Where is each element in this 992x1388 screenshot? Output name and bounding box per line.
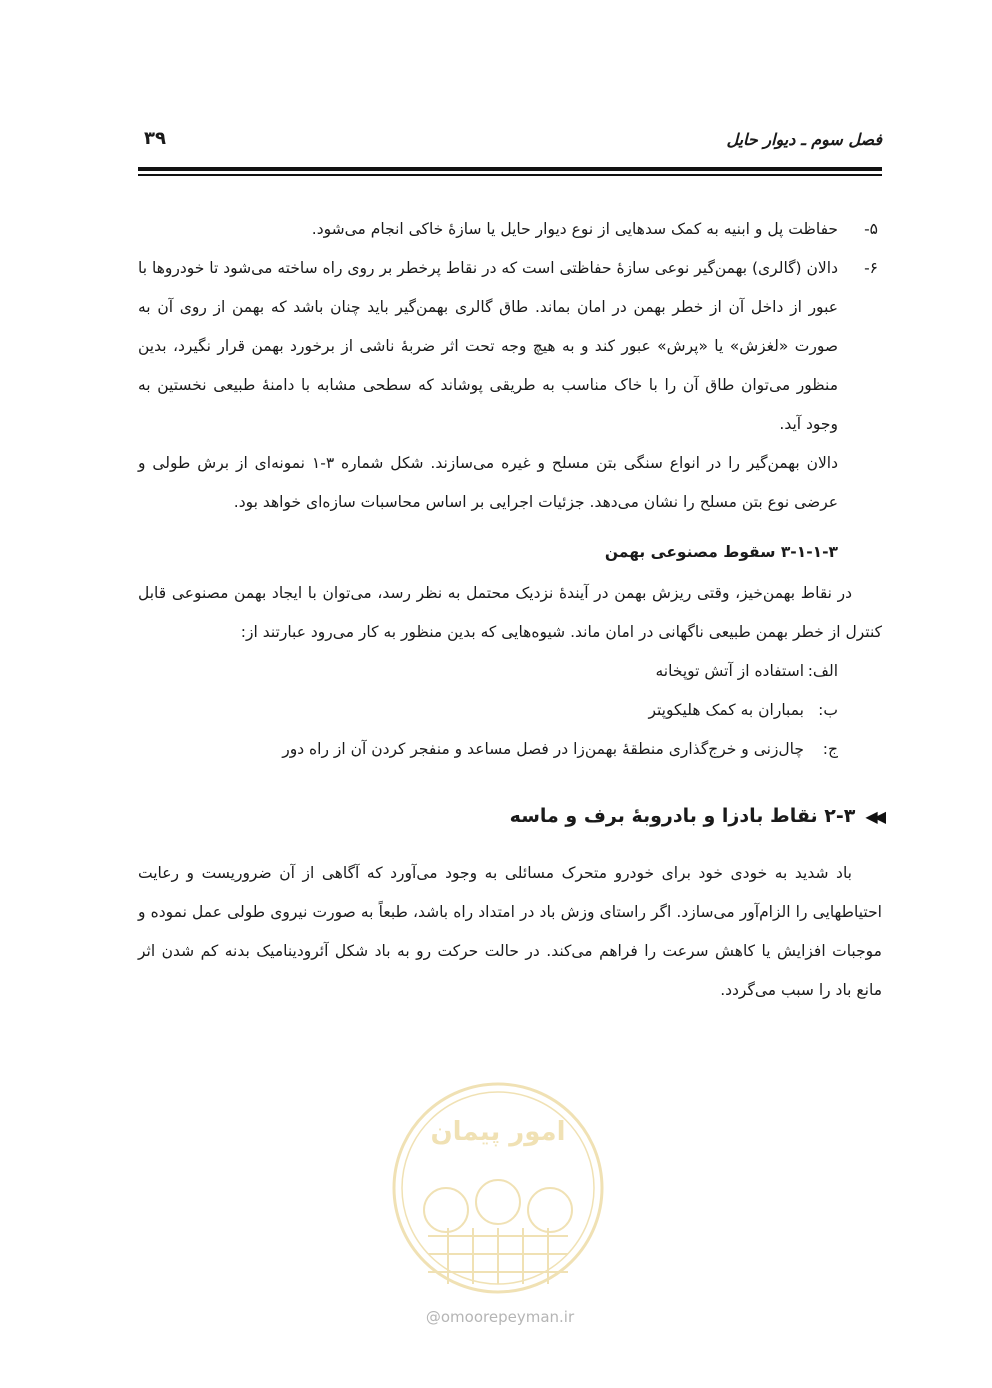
gallery-paragraph: دالان بهمن‌گیر را در انواع سنگی بتن مسلح و غیره می‌سازند. شکل شماره ۳-۱ نمونه‌ای از برش طولی و عرضی نوع بتن مسلح را نشان می‌دهد. جزئیات اجرایی بر اساس محاسبات سازه‌ای خواهد بود. xyxy=(138,454,838,511)
subsection-paragraph: در نقاط بهمن‌خیز، وقتی ریزش بهمن در آیندهٔ نزدیک محتمل به نظر رسد، می‌توان با ایجاد بهمن مصنوعی قابل کنترل از خطر بهمن طبیعی ناگهانی در امان ماند. شیوه‌هایی که بدین منظور به کار می‌رود عبارتند از: xyxy=(138,584,882,641)
list-item xyxy=(138,210,882,249)
watermark-url-text: omoorepeyman.ir xyxy=(440,1308,575,1326)
header-rule-thick xyxy=(138,167,882,171)
method-label: الف: xyxy=(807,662,838,680)
page-body xyxy=(138,210,882,1010)
list-item xyxy=(138,249,882,444)
watermark-url xyxy=(390,1308,610,1326)
section-heading-text: ۲-۳ نقاط بادزا و بادروبهٔ برف و ماسه xyxy=(509,805,856,827)
method-item xyxy=(138,691,838,730)
method-text: بمباران به کمک هلیکوپتر xyxy=(648,701,804,719)
header-rule-thin xyxy=(138,174,882,176)
protection-methods-list xyxy=(138,210,882,444)
list-item-number: ۶- xyxy=(864,259,878,277)
double-arrow-icon: ◀◀ xyxy=(865,807,882,826)
page-header xyxy=(138,126,882,156)
at-icon: @ xyxy=(425,1308,441,1326)
list-item-text: حفاظت پل و ابنیه به کمک سدهایی از نوع دیوار حایل یا سازهٔ خاکی انجام می‌شود. xyxy=(311,220,838,238)
watermark-logo-text: امور پیمان xyxy=(430,1117,566,1147)
list-item-text: دالان (گالری) بهمن‌گیر نوعی سازهٔ حفاظتی است که در نقاط پرخطر بر روی راه ساخته می‌شود تا خودروها با عبور از داخل آن از خطر بهمن در امان بماند. طاق گالری بهمن‌گیر باید چنان باشد که بهمن از روی آن به صورت «لغزش» یا «پرش» عبور کند و به هیچ وجه تحت اثر ضربهٔ ناشی از برخورد بهمن قرار نگیرد، بدین منظور می‌توان طاق آن را با خاک مناسب به طریقی پوشاند که سطحی مشابه با دامنهٔ طبیعی نخستین به وجود آید. xyxy=(138,259,838,433)
method-item xyxy=(138,652,838,691)
section-heading xyxy=(138,797,882,836)
section-paragraph: باد شدید به خودی خود برای خودرو متحرک مسائلی به وجود می‌آورد که آگاهی از آن ضروریست و رعایت احتیاطهایی را الزام‌آور می‌سازد. اگر راستای وزش باد در امتداد راه باشد، طبعاً به صورت نیروی طولی عمل نموده و موجبات افزایش یا کاهش سرعت را فراهم می‌کند. در حالت حرکت رو به باد شکل آئرودینامیک بدنه کم شدن اثر مانع باد را سبب می‌گردد. xyxy=(138,864,882,999)
method-text: استفاده از آتش توپخانه xyxy=(655,662,804,680)
method-label: ج: xyxy=(822,740,838,758)
watermark-logo xyxy=(388,1078,608,1298)
method-item xyxy=(138,730,838,769)
method-text: چال‌زنی و خرج‌گذاری منطقهٔ بهمن‌زا در فصل مساعد و منفجر کردن آن از راه دور xyxy=(282,740,804,758)
chapter-title: فصل سوم ـ دیوار حایل xyxy=(726,130,882,149)
list-item-number: ۵- xyxy=(864,220,878,238)
page-number: ۳۹ xyxy=(144,128,166,149)
subsection-heading: ۳-۱-۱-۳ سقوط مصنوعی بهمن xyxy=(604,543,838,561)
method-label: ب: xyxy=(818,701,838,719)
artificial-avalanche-methods xyxy=(138,652,882,769)
